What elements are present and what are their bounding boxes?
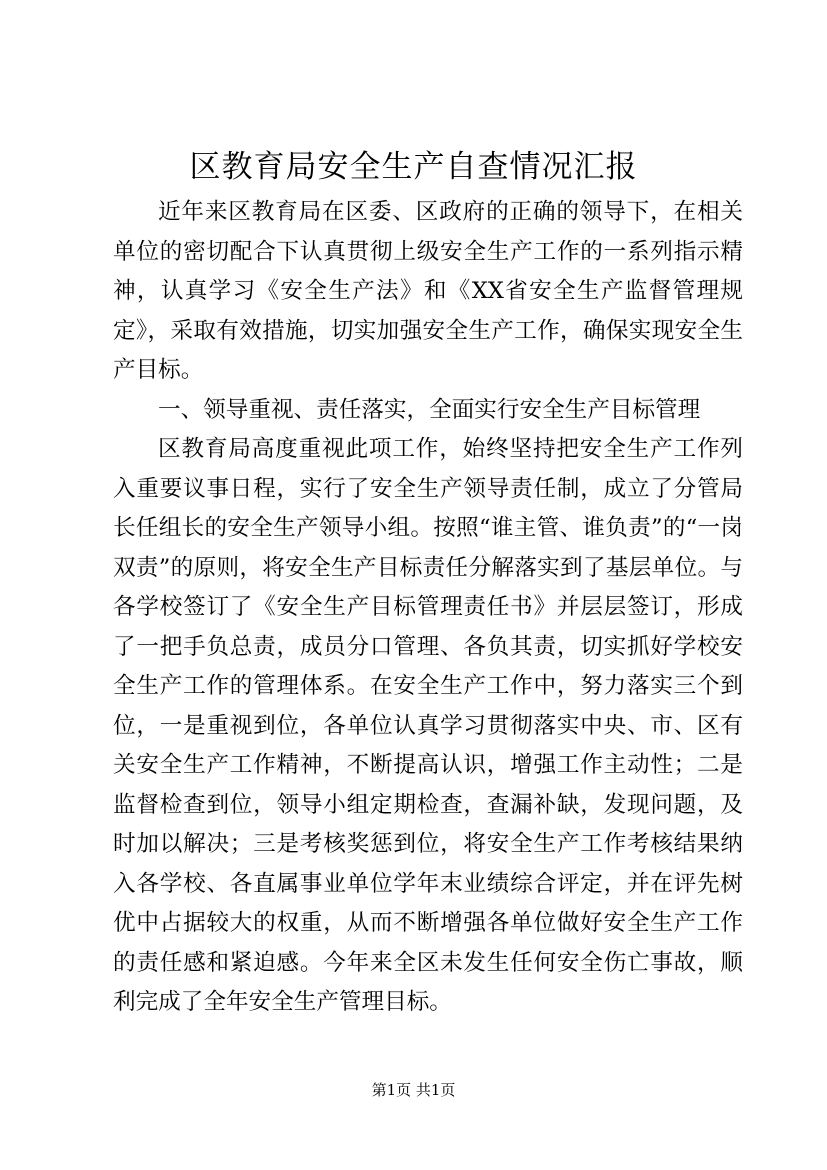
document-title: 区教育局安全生产自查情况汇报 (189, 149, 638, 185)
intro-paragraph: 近年来区教育局在区委、区政府的正确的领导下，在相关单位的密切配合下认真贯彻上级安全生产工作的一系列指示精神，认真学习《安全生产法》和《XX省安全生产监督管理规定》，采取有效措施，切实加强安全生产工作，确保实现安全生产目标。 (113, 199, 743, 383)
section-paragraph: 区教育局高度重视此项工作，始终坚持把安全生产工作列入重要议事日程，实行了安全生产领导责任制，成立了分管局长任组长的安全生产领导小组。按照“谁主管、谁负责”的“一岗双责”的原则，将安全生产目标责任分解落实到了基层单位。与各学校签订了《安全生产目标管理责任书》并层层签订，形成了一把手负总责，成员分口管理、各负其责，切实抓好学校安全生产工作的管理体系。在安全生产工作中，努力落实三个到位，一是重视到位，各单位认真学习贯彻落实中央、市、区有关安全生产工作精神，不断提高认识，增强工作主动性；二是监督检查到位，领导小组定期检查，查漏补缺，发现问题，及时加以解决；三是考核奖惩到位，将安全生产工作考核结果纳入各学校、各直属事业单位学年末业绩综合评定，并在评先树优中占据较大的权重，从而不断增强各单位做好安全生产工作的责任感和紧迫感。今年来全区未发生任何安全伤亡事故，顺利完成了全年安全生产管理目标。 (113, 436, 743, 1015)
section-heading: 一、领导重视、责任落实，全面实行安全生产目标管理 (158, 396, 701, 423)
document-body (113, 193, 743, 1023)
page-footer: 第1页 共1页 (371, 1081, 456, 1099)
